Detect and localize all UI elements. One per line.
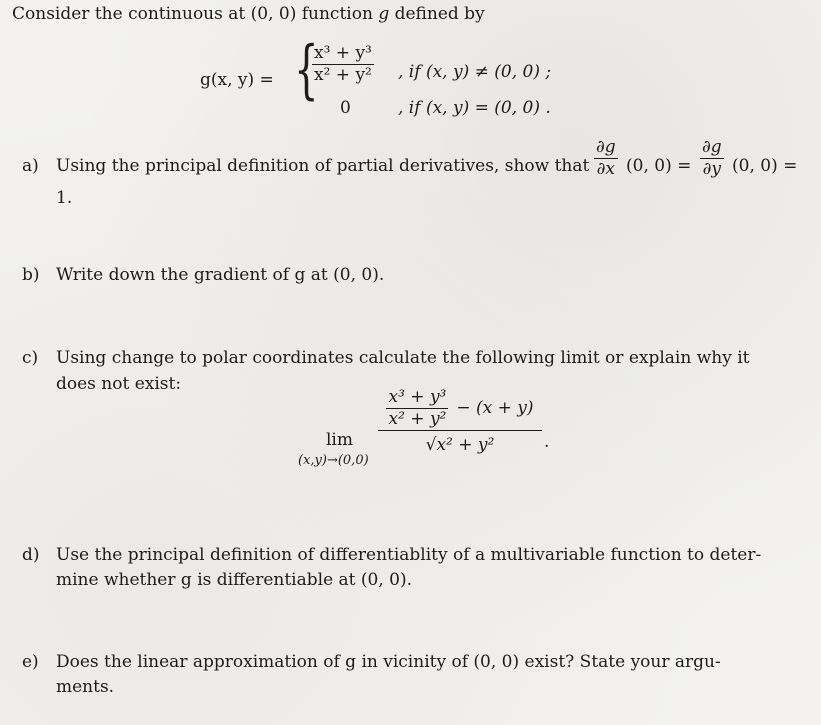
intro-var: g — [378, 4, 390, 24]
part-c-label: c) — [22, 348, 39, 368]
minus-term: − (x + y) — [456, 398, 534, 419]
partial-y-fraction — [700, 138, 724, 178]
part-b-label: b) — [22, 265, 40, 285]
intro-line — [12, 4, 485, 24]
part-e-text-line2: ments. — [56, 677, 115, 697]
part-c-text-line1: Using change to polar coordinates calculate the following limit or explain why it — [56, 348, 750, 368]
case2-condition: , if (x, y) = (0, 0) . — [398, 98, 551, 118]
part-e-label: e) — [22, 652, 39, 672]
partial-x-fraction — [594, 138, 618, 178]
intro-text: Consider the continuous at (0, 0) function — [12, 4, 373, 24]
partial-y-point: (0, 0) = — [732, 156, 798, 176]
case2-value: 0 — [340, 98, 351, 118]
part-a-label: a) — [22, 156, 39, 176]
definition-lhs: g(x, y) = — [200, 70, 274, 90]
partial-y-num: ∂g — [702, 137, 722, 157]
limit-end: . — [544, 432, 550, 452]
case1-condition: , if (x, y) ≠ (0, 0) ; — [398, 62, 552, 82]
limit-numerator — [378, 388, 542, 430]
part-d-text-line2: mine whether g is differentiable at (0, 0). — [56, 570, 413, 590]
sqrt-denominator: √x² + y² — [425, 435, 495, 456]
limit-subscript: (x,y)→(0,0) — [298, 453, 369, 468]
limit-big-fraction — [378, 388, 542, 455]
inner-numerator: x³ + y³ — [388, 387, 447, 407]
part-d-text-line1: Use the principal definition of differentiablity of a multivariable function to deter- — [56, 545, 762, 565]
part-a-text: Using the principal definition of partial derivatives, show that — [56, 156, 590, 176]
limit-operator: lim — [326, 430, 353, 450]
intro-tail: defined by — [394, 4, 485, 24]
part-d-label: d) — [22, 545, 40, 565]
case1-numerator: x³ + y³ — [314, 43, 372, 63]
definition-brace: { — [294, 33, 319, 107]
partial-x-den: ∂x — [596, 158, 616, 179]
part-a-continuation: 1. — [56, 188, 73, 208]
inner-denominator: x² + y² — [388, 408, 447, 429]
part-e-text-line1: Does the linear approximation of g in vicinity of (0, 0) exist? State your argu- — [56, 652, 721, 672]
partial-y-den: ∂y — [702, 158, 722, 179]
partial-x-num: ∂g — [596, 137, 616, 157]
limit-denominator — [378, 430, 542, 455]
part-b-text: Write down the gradient of g at (0, 0). — [56, 265, 385, 285]
part-c-text-line2: does not exist: — [56, 374, 182, 394]
partial-x-point: (0, 0) = — [626, 156, 692, 176]
case1-denominator: x² + y² — [314, 64, 372, 85]
case1-fraction — [312, 44, 374, 84]
